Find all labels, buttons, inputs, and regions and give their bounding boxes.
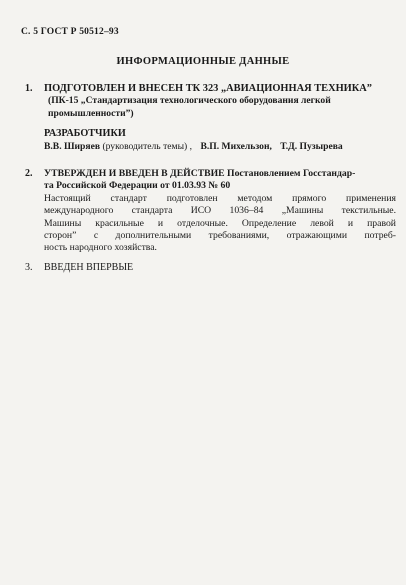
section-1-number: 1. [25,83,33,94]
section-2-line-2: та Российской Федерации от 01.03.93 № 60 [44,180,231,192]
document-title: ИНФОРМАЦИОННЫЕ ДАННЫЕ [116,56,290,67]
section-3-number: 3. [25,262,33,273]
section-3-text: ВВЕДЕН ВПЕРВЫЕ [44,262,134,273]
section-1-line-2: (ПК-15 „Стандартизация технологического оборудования легкой [48,95,331,107]
section-2-line-3: Настоящий стандарт подготовлен методом прямого применения [44,192,396,204]
section-1-line-1: ПОДГОТОВЛЕН И ВНЕСЕН ТК 323 „АВИАЦИОННАЯ ТЕХНИКА” [44,83,372,94]
developer-3: Т.Д. Пузырева [280,140,343,152]
developers-list [44,141,396,153]
section-1-line-3: промышленности”) [48,107,134,119]
section-2-line-7: ность народного хозяйства. [44,242,157,254]
developer-1-name: В.В. Ширяев [44,140,101,152]
section-2-line-6: сторон” с дополнительными требованиями, отражающими потреб- [44,230,396,242]
developer-1-role: (руководитель темы) , [102,140,193,152]
section-2-line-1: УТВЕРЖДЕН И ВВЕДЕН В ДЕЙСТВИЕ Постановлением Госстандар- [44,168,356,179]
section-2-line-4: международного стандарта ИСО 1036–84 „Машины текстильные. [44,205,396,217]
developer-2: В.П. Михельзон, [200,140,272,152]
section-2-number: 2. [25,168,33,179]
section-2-line-5: Машины красильные и отделочные. Определение левой и правой [44,217,396,229]
page-header: С. 5 ГОСТ Р 50512–93 [21,27,119,37]
developers-heading: РАЗРАБОТЧИКИ [44,128,126,140]
